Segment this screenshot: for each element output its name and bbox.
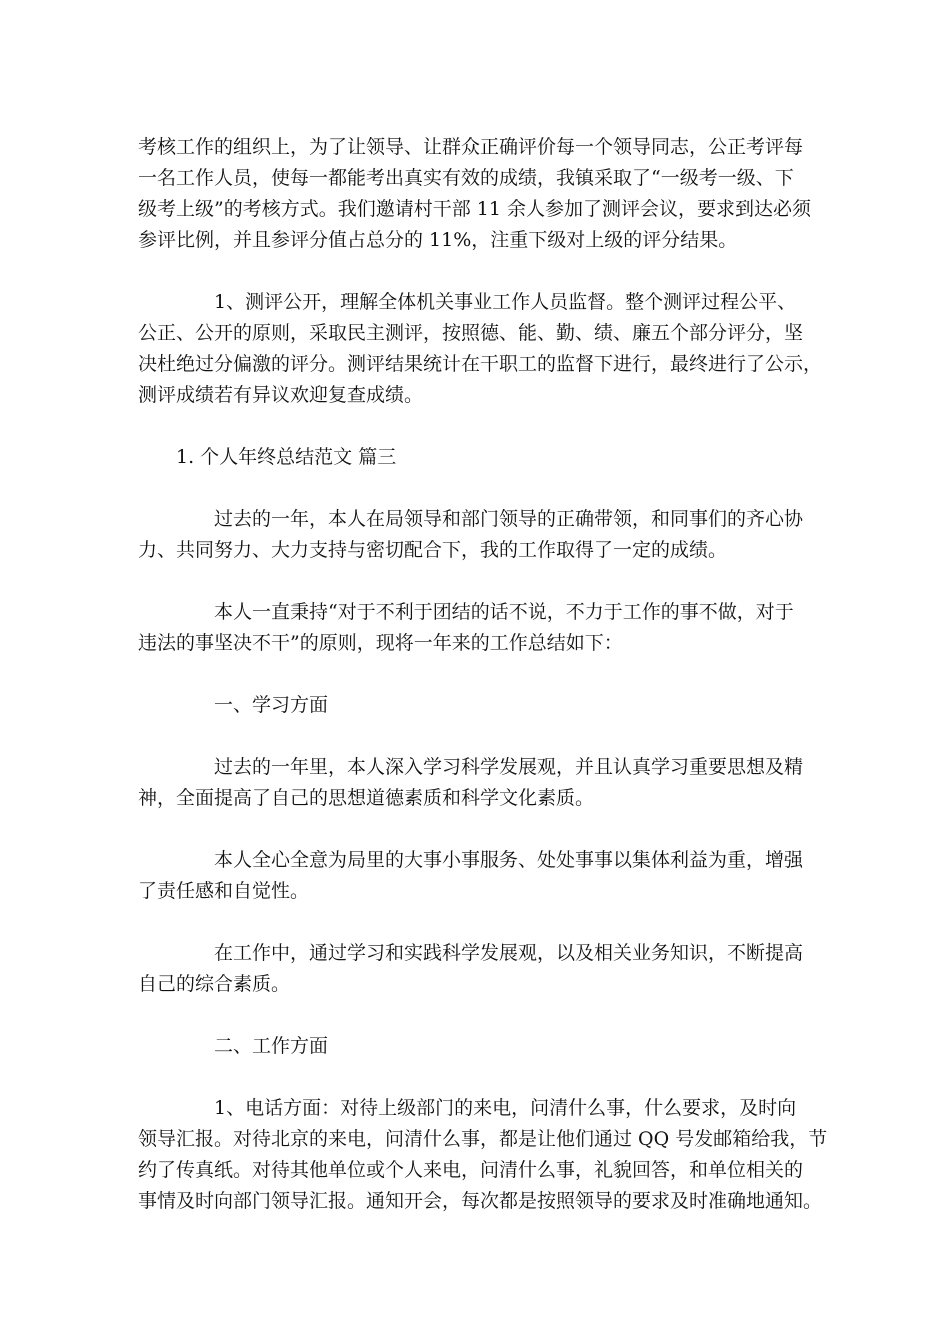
- text-line: 本人一直秉持“对于不利于团结的话不说，不力于工作的事不做，对于: [214, 601, 794, 623]
- paragraph-assessment: [138, 132, 822, 256]
- text-line: 了责任感和自觉性。: [138, 880, 310, 902]
- text-line: 本人全心全意为局里的大事小事服务、处处事事以集体利益为重，增强: [214, 849, 804, 871]
- paragraph-principle: [138, 597, 822, 659]
- text-line: 过去的一年，本人在局领导和部门领导的正确带领，和同事们的齐心协: [214, 508, 804, 530]
- text-line: 约了传真纸。对待其他单位或个人来电，问清什么事，礼貌回答，和单位相关的: [138, 1159, 804, 1181]
- text-line: 测评成绩若有异议欢迎复查成绩。: [138, 384, 424, 406]
- text-line: 神，全面提高了自己的思想道德素质和科学文化素质。: [138, 787, 595, 809]
- subheading-study: [138, 690, 822, 721]
- paragraph-study-1: [138, 752, 822, 814]
- text-line: 违法的事坚决不干”的原则，现将一年来的工作总结如下：: [138, 632, 623, 654]
- paragraph-study-3: [138, 938, 822, 1000]
- text-line: 一名工作人员，使每一都能考出真实有效的成绩，我镇采取了“一级考一级、下: [138, 167, 794, 189]
- paragraph-intro: [138, 504, 822, 566]
- subheading-work: [138, 1031, 822, 1062]
- text-line: 考核工作的组织上，为了让领导、让群众正确评价每一个领导同志，公正考评每: [138, 136, 804, 158]
- text-line: 领导汇报。对待北京的来电，问清什么事，都是让他们通过 QQ 号发邮箱给我，节: [138, 1128, 828, 1150]
- text-line: 级考上级”的考核方式。我们邀请村干部 11 余人参加了测评会议，要求到达必须: [138, 198, 811, 220]
- text-line: 1、测评公开，理解全体机关事业工作人员监督。整个测评过程公平、: [214, 291, 797, 313]
- paragraph-phone: [138, 1093, 828, 1217]
- paragraph-study-2: [138, 845, 822, 907]
- heading-text: 1. 个人年终总结范文 篇三: [176, 446, 397, 468]
- text-line: 在工作中，通过学习和实践科学发展观，以及相关业务知识，不断提高: [214, 942, 804, 964]
- text-line: 过去的一年里，本人深入学习科学发展观，并且认真学习重要思想及精: [214, 756, 804, 778]
- paragraph-evaluation-public: [138, 287, 822, 411]
- text-line: 事情及时向部门领导汇报。通知开会，每次都是按照领导的要求及时准确地通知。: [138, 1190, 823, 1212]
- section-heading: [138, 442, 822, 473]
- subheading-text: 一、学习方面: [214, 694, 329, 716]
- text-line: 1、电话方面：对待上级部门的来电，问清什么事，什么要求，及时向: [214, 1097, 797, 1119]
- text-line: 自己的综合素质。: [138, 973, 291, 995]
- subheading-text: 二、工作方面: [214, 1035, 329, 1057]
- text-line: 力、共同努力、大力支持与密切配合下，我的工作取得了一定的成绩。: [138, 539, 728, 561]
- text-line: 参评比例，并且参评分值占总分的 11%，注重下级对上级的评分结果。: [138, 229, 738, 251]
- text-line: 决杜绝过分偏激的评分。测评结果统计在干职工的监督下进行，最终进行了公示，: [138, 353, 823, 375]
- text-line: 公正、公开的原则，采取民主测评，按照德、能、勤、绩、廉五个部分评分，坚: [138, 322, 804, 344]
- document-body: [138, 132, 828, 1217]
